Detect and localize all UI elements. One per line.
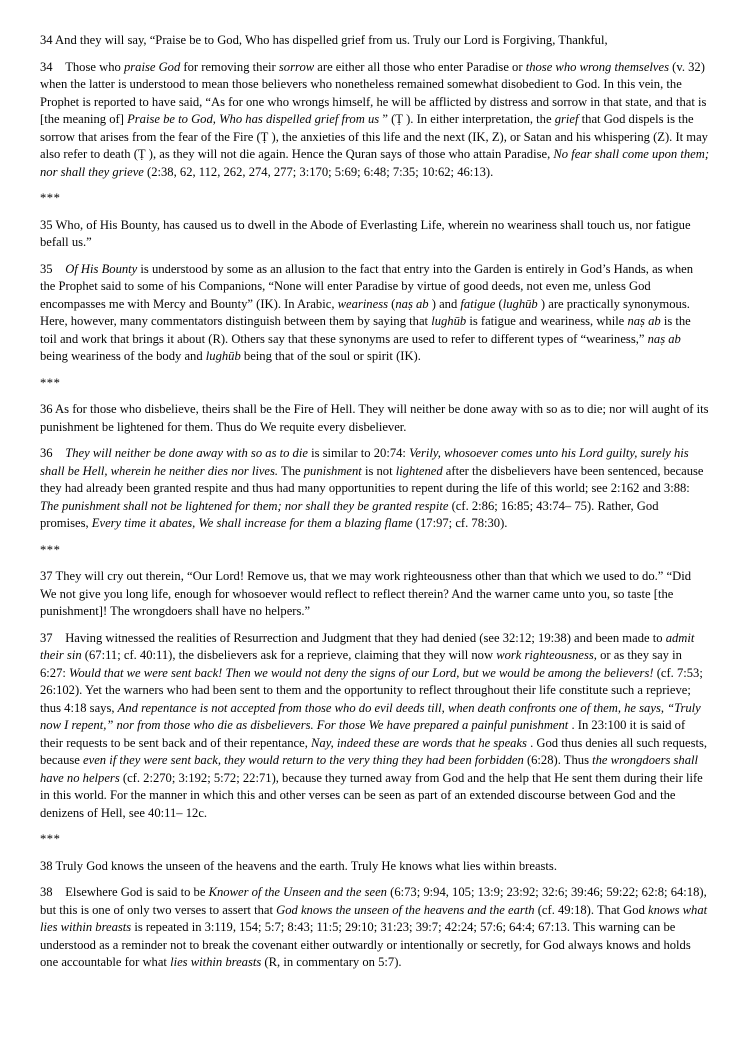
commentary-36-segment-9: The punishment shall not be lightened for them; nor shall they be granted respite: [40, 498, 449, 513]
commentary-38: [40, 884, 710, 972]
commentary-36-segment-11: Every time it abates, We shall increase for them a blazing flame: [91, 516, 413, 530]
verse-38-segment-0: 38 Truly God knows the unseen of the heavens and the earth. Truly He knows what lies within breasts.: [40, 858, 557, 873]
commentary-36-segment-8: after the disbelievers have been sentenced, because they had already been granted respite and thus had many opportunities to repent during the life of this world; see 2:162 and 3:88:: [40, 463, 704, 495]
commentary-35-segment-0: 35: [40, 261, 66, 276]
section-separator-2-segment-0: ***: [40, 375, 61, 390]
commentary-37-segment-2: (67:11; cf. 40:11), the disbelievers ask for a reprieve, claiming that they will now: [81, 648, 497, 662]
commentary-37-segment-6: (cf. 7:53; 26:102). Yet the warners who had been sent to them and the opportunity to reflect throughout their life constitute such a reprieve; thus 4:18 says,: [40, 665, 703, 715]
commentary-37-segment-9: Nay, indeed these are words that he speaks: [311, 735, 527, 750]
commentary-35-segment-5: naṣ ab: [395, 296, 432, 311]
commentary-35-segment-17: lughūb: [205, 349, 241, 363]
commentary-37-segment-1: admit their sin: [40, 630, 695, 662]
commentary-34-segment-7: Praise be to God, Who has dispelled grief from us: [127, 112, 383, 126]
page-content: [40, 32, 710, 972]
commentary-35-segment-2: is understood by some as an allusion to the fact that entry into the Garden is entirely in God’s Hands, as when the Prophet said to some of his Companions, “None will enter Paradise by virtue of good deeds, not even me, unless God encompasses me with Mercy and Bounty” (IK). In Arabic,: [40, 261, 694, 311]
section-separator-4: [40, 831, 710, 849]
commentary-34-segment-5: those who wrong themselves: [525, 59, 669, 74]
commentary-34-segment-8: ” (Ṭ ). In either interpretation, the: [382, 112, 555, 126]
commentary-35-segment-15: naṣ ab: [647, 331, 681, 346]
verse-34-segment-0: 34 And they will say, “Praise be to God, Who has dispelled grief from us. Truly our Lord is Forgiving, Thankful,: [40, 33, 608, 47]
commentary-38-segment-0: 38 Elsewhere God is said to be: [40, 885, 209, 899]
commentary-37-segment-7: And repentance is not accepted from those who do evil deeds till, when death confronts one of them, he says, “Truly now I repent,” nor from those who die as disbelievers. For those We have prepared a painful punishment: [40, 700, 701, 732]
verse-37-segment-0: 37 They will cry out therein, “Our Lord! Remove us, that we may work righteousness other than that which we used to do.” “Did We not give you long life, enough for whosoever would reflect to reflect therein? And the warner came unto you, so taste [the punishment]! The wrongdoers shall have no helpers.”: [40, 569, 691, 618]
commentary-38-segment-8: (R, in commentary on 5:7).: [261, 955, 402, 969]
section-separator-3: [40, 542, 710, 560]
commentary-37-segment-10: . God thus denies all such requests, because: [40, 735, 708, 767]
commentary-34: [40, 59, 710, 182]
commentary-35-segment-14: is the toil and work that brings it about (R). Others say that these synonyms are used to refer to different types of “weariness,”: [40, 314, 691, 346]
commentary-35-segment-10: ) are practically synonymous. Here, however, many commentators distinguish between them by saying that: [40, 296, 690, 328]
section-separator-1: [40, 190, 710, 208]
verse-35: [40, 217, 710, 252]
commentary-36: [40, 445, 710, 533]
verse-36: [40, 401, 710, 436]
commentary-37-segment-0: 37 Having witnessed the realities of Resurrection and Judgment that they had denied (see 32:12; 19:38) and been made to: [40, 630, 666, 645]
commentary-37-segment-4: or as they say in 6:27:: [40, 648, 682, 680]
commentary-35-segment-8: (: [495, 296, 503, 311]
commentary-36-segment-0: 36: [40, 446, 66, 460]
commentary-34-segment-6: (v. 32) when the latter is understood to mean those believers who nonetheless remained somewhat disobedient to God. In this vein, the Prophet is reported to have said, “As for one who wrongs himself, he will be afflicted by distress and sorrow in that state, and that is [the meaning of]: [40, 59, 707, 126]
section-separator-1-segment-0: ***: [40, 191, 61, 205]
commentary-38-segment-3: God knows the unseen of the heavens and the earth: [276, 902, 535, 917]
commentary-38-segment-7: lies within breasts: [170, 955, 262, 969]
commentary-37-segment-12: (6:28). Thus: [523, 753, 593, 767]
commentary-35: [40, 261, 710, 366]
section-separator-3-segment-0: ***: [40, 542, 61, 557]
commentary-35-segment-18: being that of the soul or spirit (IK).: [240, 349, 421, 363]
commentary-37-segment-11: even if they were sent back, they would return to the very thing they had been forbidden: [83, 753, 524, 767]
commentary-34-segment-1: praise God: [123, 59, 181, 74]
commentary-35-segment-1: Of His Bounty: [65, 261, 138, 276]
commentary-35-segment-7: fatigue: [460, 296, 496, 311]
commentary-37-segment-13: the wrongdoers shall have no helpers: [40, 753, 699, 785]
verse-38: [40, 858, 710, 876]
commentary-36-segment-2: is similar to 20:74:: [307, 446, 410, 460]
commentary-36-segment-3: Verily, whosoever comes unto his Lord guilty, surely his shall be Hell, wherein he neither dies nor lives.: [40, 446, 689, 478]
commentary-35-segment-6: ) and: [431, 296, 461, 311]
commentary-36-segment-5: punishment: [303, 463, 362, 478]
commentary-34-segment-0: 34 Those who: [40, 59, 124, 74]
commentary-38-segment-1: Knower of the Unseen and the seen: [208, 885, 387, 899]
commentary-35-segment-9: lughūb: [502, 296, 541, 311]
commentary-34-segment-4: are either all those who enter Paradise or: [314, 59, 526, 74]
verse-35-segment-0: 35 Who, of His Bounty, has caused us to dwell in the Abode of Everlasting Life, wherein no weariness shall touch us, nor fatigue befall us.”: [40, 217, 691, 249]
commentary-37-segment-3: work righteousness,: [496, 648, 597, 662]
commentary-38-segment-2: (6:73; 9:94, 105; 13:9; 23:92; 32:6; 39:46; 59:22; 62:8; 64:18), but this is one of only two verses to assert that: [40, 885, 707, 917]
commentary-35-segment-3: weariness: [337, 296, 388, 311]
commentary-38-segment-4: (cf. 49:18). That God: [534, 902, 649, 917]
commentary-36-segment-12: (17:97; cf. 78:30).: [412, 516, 508, 530]
section-separator-4-segment-0: ***: [40, 832, 61, 846]
section-separator-2: [40, 375, 710, 393]
commentary-34-segment-3: sorrow: [278, 59, 315, 74]
commentary-35-segment-4: (: [388, 296, 396, 311]
commentary-34-segment-11: No fear shall come upon them; nor shall they grieve: [40, 147, 710, 179]
commentary-37-segment-8: . In 23:100 it is said of their requests to be sent back and of their repentance,: [40, 718, 686, 750]
verse-37: [40, 568, 710, 621]
commentary-35-segment-11: lughūb: [431, 314, 467, 328]
commentary-37: [40, 630, 710, 823]
commentary-38-segment-6: is repeated in 3:119, 154; 5:7; 8:43; 11:5; 29:10; 31:23; 39:7; 42:24; 57:6; 64:4; 67:13. This warning can be understood as a reminder not to break the covenant either outwardly or intentionally or secretly, for God always knows and holds one accountable for what: [40, 920, 691, 969]
commentary-35-segment-16: being weariness of the body and: [40, 349, 206, 363]
commentary-37-segment-14: (cf. 2:270; 3:192; 5:72; 22:71), because they turned away from God and the help that He sent them during their life in this world. For the manner in which this and other verses can be seen as part of an extended discourse between God and the denizens of Hell, see 40:11– 12c.: [40, 770, 703, 820]
commentary-36-segment-4: The: [278, 463, 304, 478]
commentary-35-segment-12: is fatigue and weariness, while: [466, 314, 628, 328]
commentary-34-segment-2: for removing their: [180, 59, 279, 74]
commentary-38-segment-5: knows what lies within breasts: [40, 902, 708, 934]
commentary-35-segment-13: naṣ ab: [627, 314, 661, 328]
commentary-34-segment-10: that God dispels is the sorrow that arises from the fear of the Fire (Ṭ ), the anxieties of this life and the next (IK, Z), or Satan and his whispering (Z). It may also refer to death (Ṭ ), as they will not die again. Hence the Quran says of those who attain Paradise,: [40, 112, 708, 161]
commentary-36-segment-6: is not: [361, 463, 396, 478]
commentary-36-segment-7: lightened: [395, 463, 443, 478]
commentary-34-segment-12: (2:38, 62, 112, 262, 274, 277; 3:170; 5:69; 6:48; 7:35; 10:62; 46:13).: [143, 164, 494, 179]
commentary-37-segment-5: Would that we were sent back! Then we would not deny the signs of our Lord, but we would be among the believers!: [69, 665, 654, 680]
commentary-36-segment-1: They will neither be done away with so as to die: [65, 446, 308, 460]
verse-34: [40, 32, 710, 50]
commentary-36-segment-10: (cf. 2:86; 16:85; 43:74– 75). Rather, God promises,: [40, 498, 659, 530]
verse-36-segment-0: 36 As for those who disbelieve, theirs shall be the Fire of Hell. They will neither be done away with so as to die; nor will aught of its punishment be lightened for them. Thus do We requite every disbeliever.: [40, 402, 709, 434]
commentary-34-segment-9: grief: [554, 112, 579, 126]
